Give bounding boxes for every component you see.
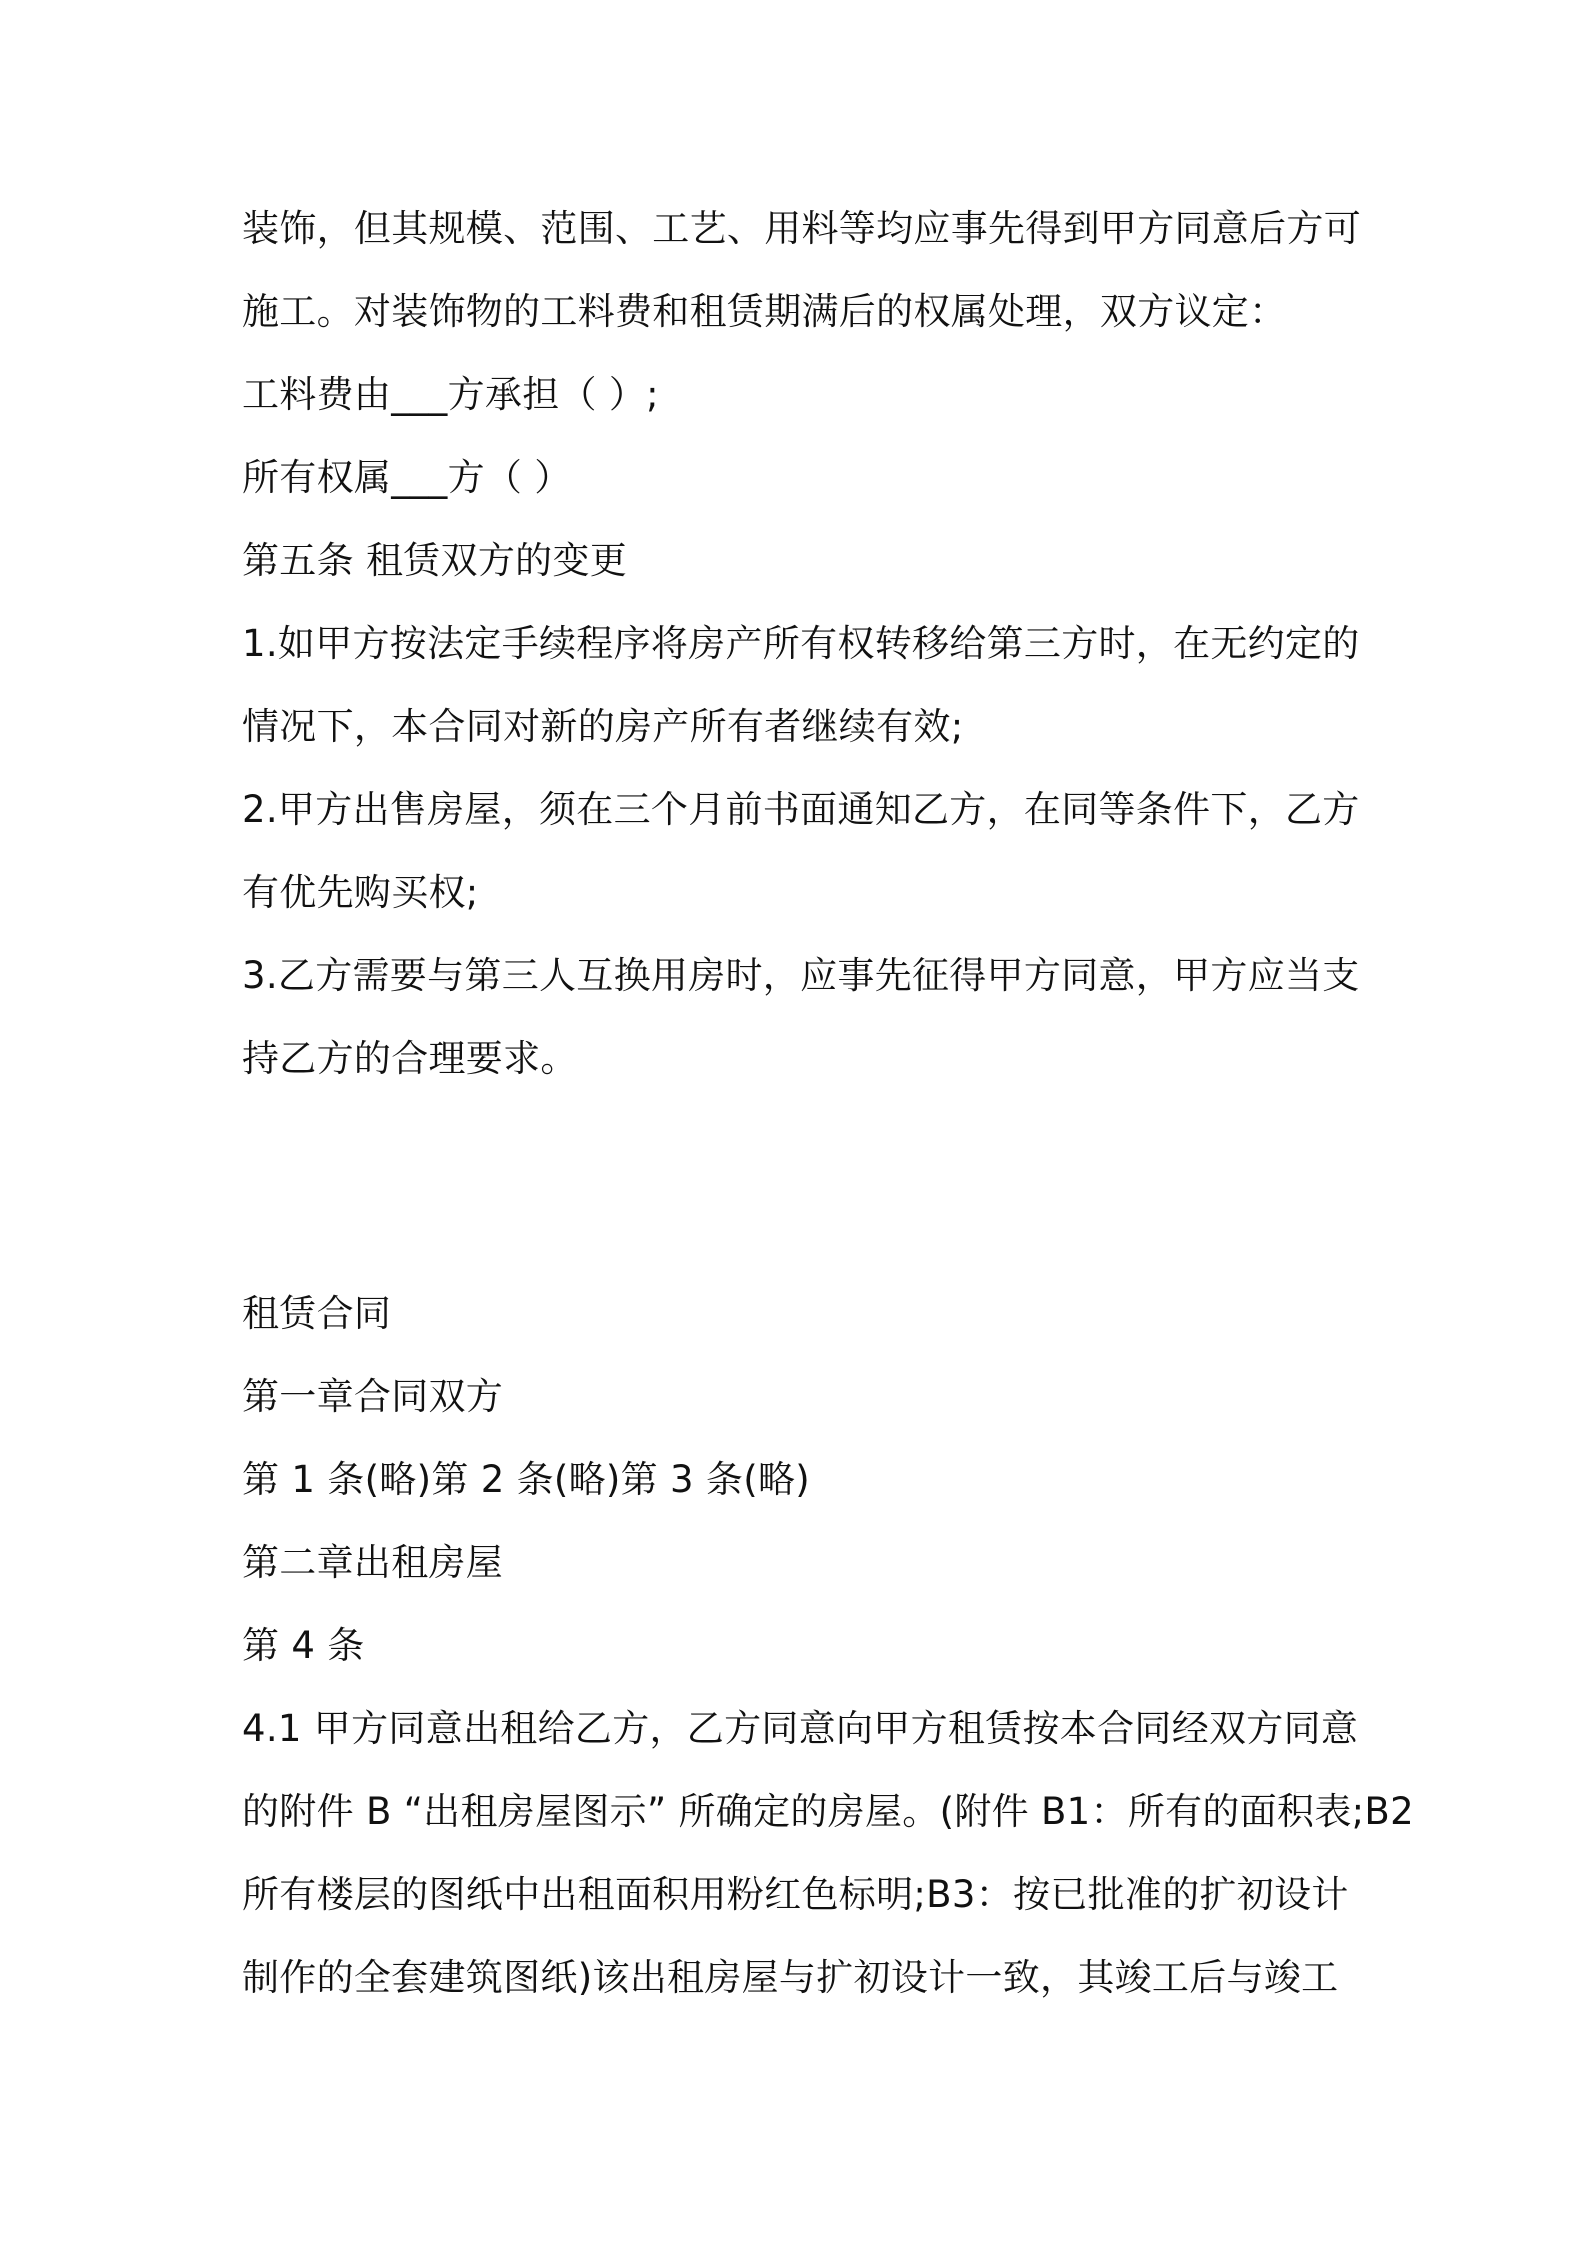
paragraph-line: 2.甲方出售房屋，须在三个月前书面通知乙方，在同等条件下，乙方 bbox=[242, 788, 1360, 831]
paragraph-line: 制作的全套建筑图纸)该出租房屋与扩初设计一致，其竣工后与竣工 bbox=[242, 1956, 1339, 1999]
paragraph-line: 的附件 B “出租房屋图示” 所确定的房屋。(附件 B1：所有的面积表;B2 bbox=[242, 1790, 1414, 1833]
paragraph-line: 装饰，但其规模、范围、工艺、用料等均应事先得到甲方同意后方可 bbox=[242, 207, 1361, 250]
document-title: 租赁合同 bbox=[242, 1292, 392, 1335]
paragraph-line: 所有权属___方（ ） bbox=[242, 456, 572, 499]
paragraph-line: 3.乙方需要与第三人互换用房时，应事先征得甲方同意，甲方应当支 bbox=[242, 954, 1360, 997]
paragraph-line: 施工。对装饰物的工料费和租赁期满后的权属处理，双方议定： bbox=[242, 290, 1287, 333]
paragraph-line: 情况下，本合同对新的房产所有者继续有效; bbox=[242, 705, 964, 748]
paragraph-line: 工料费由___方承担（ ）; bbox=[242, 373, 659, 416]
paragraph-line: 所有楼层的图纸中出租面积用粉红色标明;B3：按已批准的扩初设计 bbox=[242, 1873, 1349, 1916]
paragraph-line: 第 1 条(略)第 2 条(略)第 3 条(略) bbox=[242, 1458, 810, 1501]
article-heading: 第 4 条 bbox=[242, 1624, 365, 1667]
paragraph-line: 1.如甲方按法定手续程序将房产所有权转移给第三方时，在无约定的 bbox=[242, 622, 1360, 665]
chapter-heading: 第一章合同双方 bbox=[242, 1375, 504, 1418]
article-heading: 第五条 租赁双方的变更 bbox=[242, 539, 628, 582]
chapter-heading: 第二章出租房屋 bbox=[242, 1541, 504, 1584]
paragraph-line: 有优先购买权; bbox=[242, 871, 479, 914]
paragraph-line: 持乙方的合理要求。 bbox=[242, 1037, 578, 1080]
paragraph-line: 4.1 甲方同意出租给乙方，乙方同意向甲方租赁按本合同经双方同意 bbox=[242, 1707, 1359, 1750]
